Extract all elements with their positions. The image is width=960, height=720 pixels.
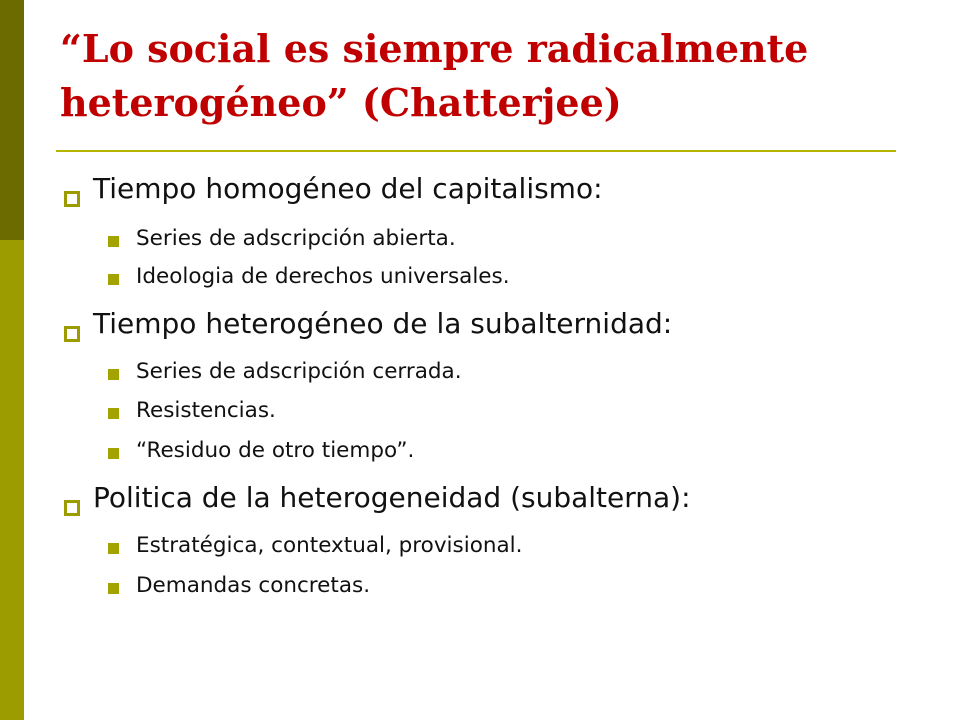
square-bullet-icon (108, 369, 119, 380)
square-bullet-icon (108, 236, 119, 247)
hollow-square-bullet-icon (64, 326, 80, 342)
square-bullet-icon (108, 583, 119, 594)
section-heading: Tiempo homogéneo del capitalismo: (93, 172, 603, 205)
slide-title-line-1: “Lo social es siempre radicalmente (60, 26, 809, 71)
square-bullet-icon (108, 448, 119, 459)
bullet-text: Estratégica, contextual, provisional. (136, 533, 523, 558)
square-bullet-icon (108, 274, 119, 285)
hollow-square-bullet-icon (64, 500, 80, 516)
bullet-text: “Residuo de otro tiempo”. (136, 438, 415, 463)
bullet-text: Series de adscripción abierta. (136, 226, 456, 251)
section-heading: Tiempo heterogéneo de la subalternidad: (93, 307, 673, 340)
bullet-text: Series de adscripción cerrada. (136, 359, 462, 384)
bullet-text: Demandas concretas. (136, 573, 371, 598)
slide-title-line-2: heterogéneo” (Chatterjee) (60, 80, 622, 125)
bullet-text: Resistencias. (136, 398, 276, 423)
bullet-text: Ideologia de derechos universales. (136, 264, 510, 289)
hollow-square-bullet-icon (64, 191, 80, 207)
section-heading: Politica de la heterogeneidad (subalterna): (93, 481, 691, 514)
square-bullet-icon (108, 408, 119, 419)
square-bullet-icon (108, 543, 119, 554)
